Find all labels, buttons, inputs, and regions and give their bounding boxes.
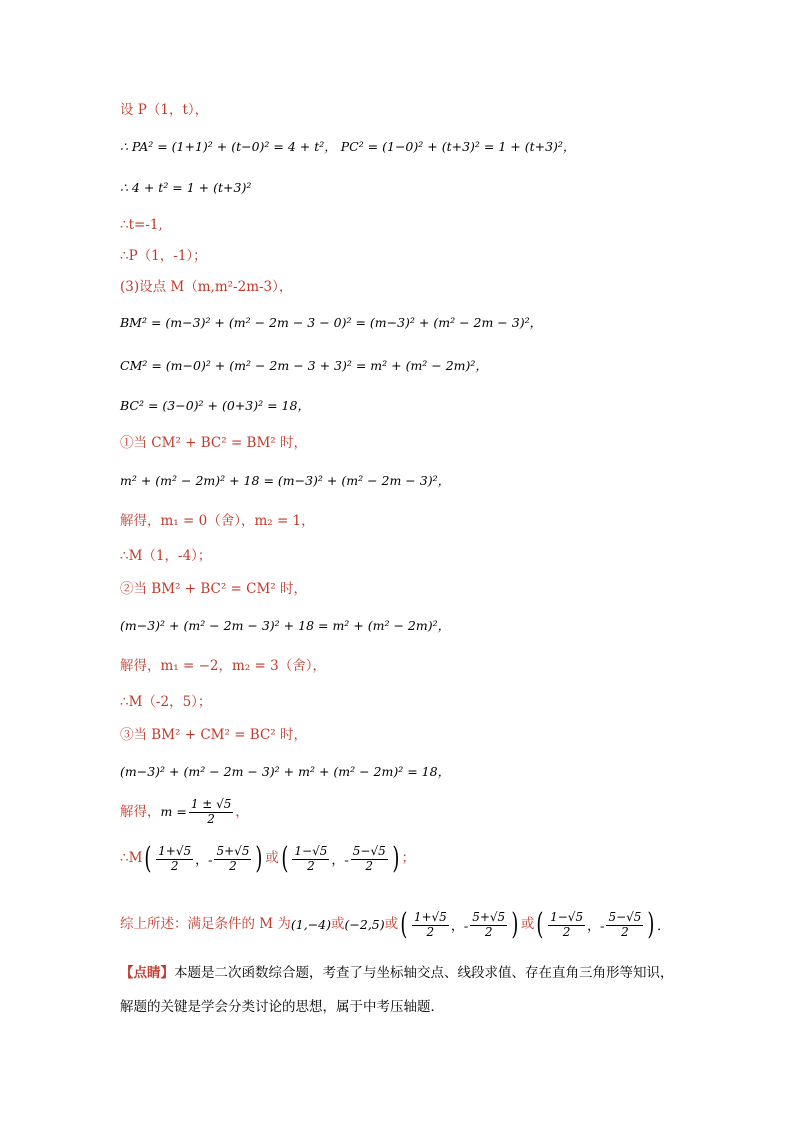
solve-prefix: 解得， — [120, 803, 161, 820]
line-equation-t: ∴ 4 + t² = 1 + (t+3)² — [120, 180, 252, 195]
line-case3-eq: (m−3)² + (m² − 2m − 3)² + m² + (m² − 2m)² = 18， — [120, 764, 451, 779]
m-prefix: ∴M — [120, 850, 143, 867]
m-equals: m = — [160, 804, 187, 820]
line-p-result: ∴P（1，-1）； — [120, 248, 207, 264]
solve-suffix: ， — [235, 803, 249, 820]
note-text-2: 解题的关键是学会分类讨论的思想，属于中考压轴题． — [120, 999, 444, 1015]
line-case3-m: ∴M ( $\frac{1+√5}{2}$ ， - $\frac{5+√5}{2}$ ) 或 ( $\frac{1-√5}{2}$ ， - $\frac{5-√5}{2}$ ) ； — [120, 841, 415, 876]
summary-prefix: 综上所述：满足条件的 M 为 — [120, 916, 291, 933]
note-line-2 — [120, 1001, 444, 1015]
line-set-m: (3)设点 M（m,m²-2m-3）， — [120, 279, 293, 295]
line-case3-solve — [120, 798, 249, 827]
line-pa-pc: ∴ PA² = (1+1)² + (t−0)² = 4 + t²， PC² = (1−0)² + (t+3)² = 1 + (t+3)²， — [120, 139, 576, 154]
fraction-denominator: 2 — [207, 811, 215, 826]
line-t-value: ∴t=-1, — [120, 217, 163, 233]
line-case2-solve: 解得，m₁ = −2，m₂ = 3（舍）， — [120, 658, 326, 674]
line-case1-eq: m² + (m² − 2m)² + 18 = (m−3)² + (m² − 2m − 3)²， — [120, 473, 451, 488]
note-text-1: 本题是二次函数综合题，考查了与坐标轴交点、线段求值、存在直角三角形等知识， — [174, 965, 674, 981]
line-case1-m: ∴M（1，-4）； — [120, 548, 212, 564]
line-case3: ③当 BM² + CM² = BC² 时， — [120, 727, 308, 743]
line-bm: BM² = (m−3)² + (m² − 2m − 3 − 0)² = (m−3)² + (m² − 2m − 3)²， — [120, 315, 543, 330]
fraction-numerator: 1 ± √5 — [190, 797, 232, 811]
line-case2: ②当 BM² + BC² = CM² 时， — [120, 581, 308, 597]
line-case2-m: ∴M（-2，5）； — [120, 694, 212, 710]
line-case1-solve: 解得，m₁ = 0（舍），m₂ = 1， — [120, 513, 315, 529]
line-bc: BC² = (3−0)² + (0+3)² = 18， — [120, 398, 310, 413]
line-case1: ①当 CM² + BC² = BM² 时， — [120, 435, 308, 451]
fraction-m — [189, 798, 234, 827]
line-set-p: 设 P（1，t）， — [120, 102, 209, 118]
line-case2-eq: (m−3)² + (m² − 2m − 3)² + 18 = m² + (m² − 2m)²， — [120, 618, 451, 633]
line-cm: CM² = (m−0)² + (m² − 2m − 3 + 3)² = m² + (m² − 2m)²， — [120, 358, 488, 373]
note-line-1 — [120, 967, 674, 981]
line-summary: 综上所述：满足条件的 M 为 (1,−4) 或 (−2,5) 或 ( $\frac{1+√5}{2}$ ， - $\frac{5+√5}{2}$ ) 或 ( $\frac{1-√5}{2}$ ， - $\frac{5-√5}{2}$ ) ． — [120, 907, 671, 942]
note-heading: 【点睛】 — [120, 965, 174, 981]
